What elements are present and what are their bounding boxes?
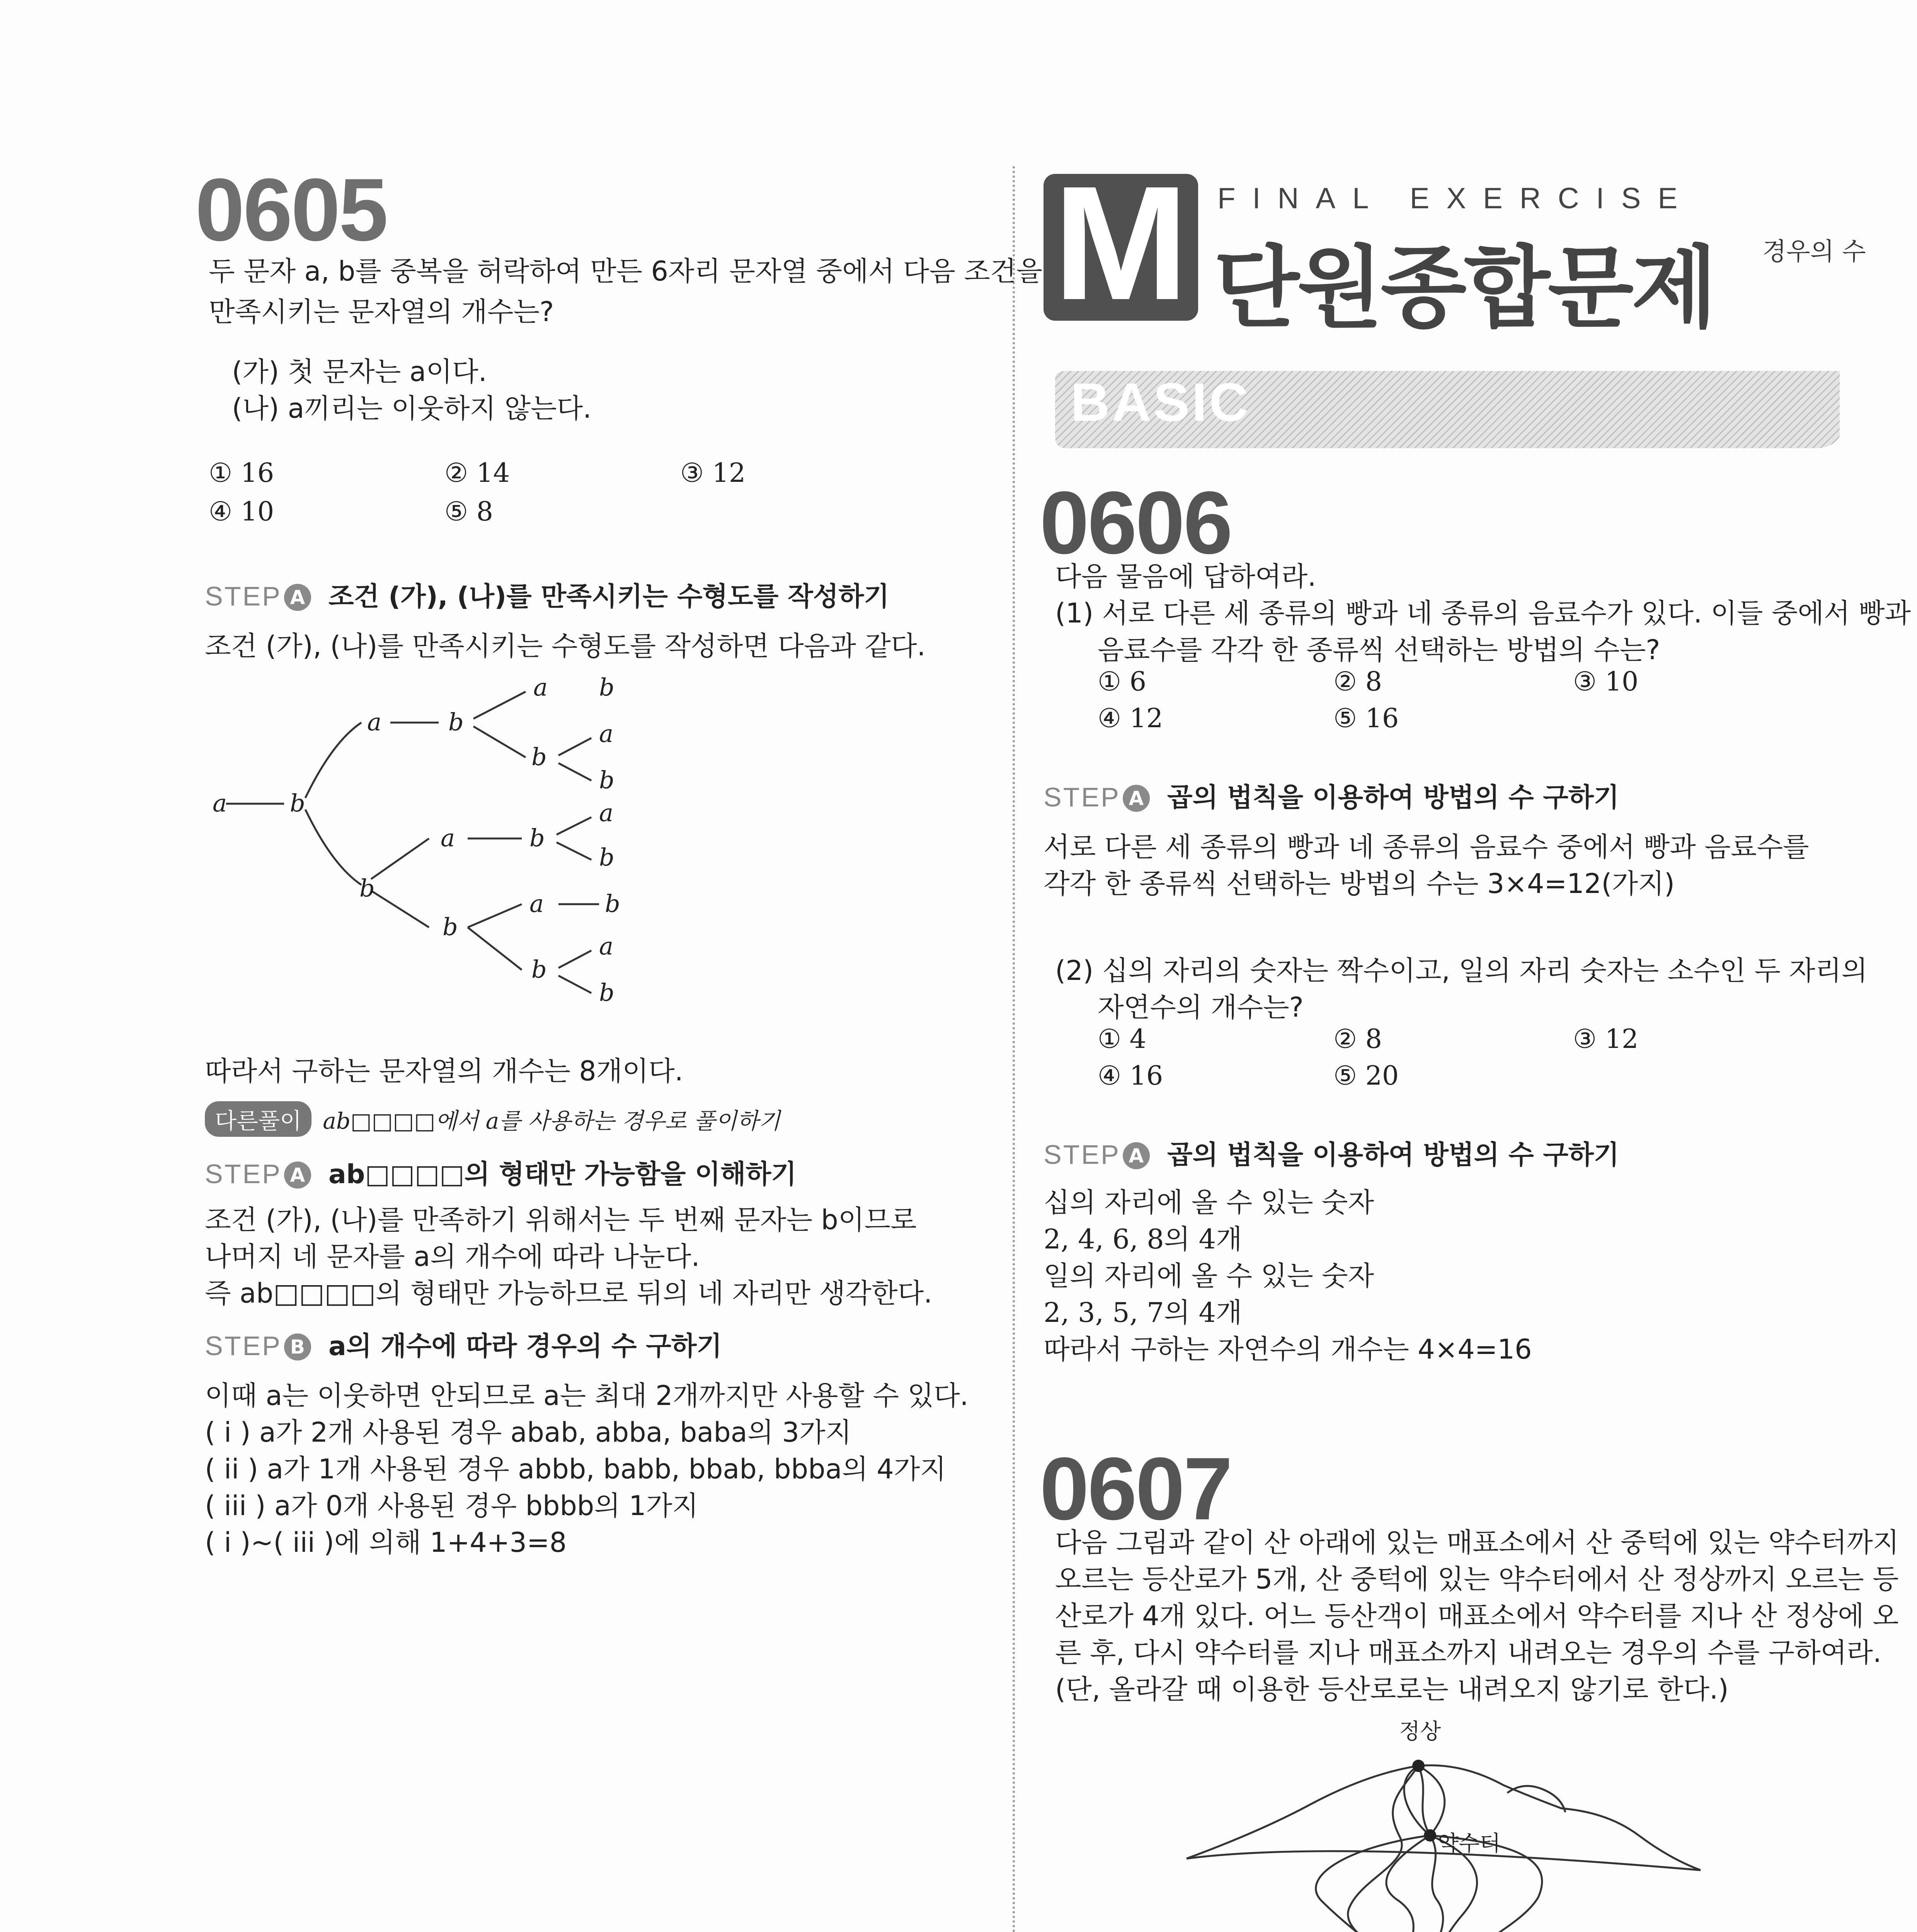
option: ① 4	[1098, 1024, 1146, 1054]
tree-node: b	[359, 874, 375, 902]
option: ② 8	[1333, 667, 1382, 697]
case-line: ( i ) a가 2개 사용된 경우 abab, abba, baba의 3가지	[205, 1417, 852, 1448]
question-text: 른 후, 다시 약수터를 지나 매표소까지 내려오는 경우의 수를 구하여라.	[1055, 1637, 1882, 1668]
tree-node: a	[367, 708, 381, 736]
step-heading	[205, 1325, 722, 1363]
final-exercise-label: FINAL EXERCISE	[1217, 182, 1695, 215]
step-letter-icon: A	[284, 584, 311, 611]
question-text: 다음 그림과 같이 산 아래에 있는 매표소에서 산 중턱에 있는 약수터까지	[1055, 1527, 1899, 1558]
step-letter-icon: A	[284, 1162, 311, 1189]
column-divider	[1013, 166, 1015, 1932]
step-tag: STEP	[205, 1331, 282, 1361]
step-letter-icon: B	[284, 1333, 311, 1361]
step-tag: STEP	[1044, 1139, 1120, 1170]
tree-node: b	[605, 889, 620, 918]
tree-node: a	[529, 889, 544, 918]
question-text: 두 문자 a, b를 중복을 허락하여 만든 6자리 문자열 중에서 다음 조건을	[209, 255, 1042, 287]
question-text: (단, 올라갈 때 이용한 등산로로는 내려오지 않기로 한다.)	[1055, 1673, 1729, 1705]
step-title: a의 개수에 따라 경우의 수 구하기	[328, 1331, 722, 1362]
case-line: ( i )~( iii )에 의해 1+4+3=8	[205, 1527, 567, 1558]
problem-number-0605: 0605	[195, 160, 387, 259]
step-heading	[205, 576, 889, 613]
option: ⑤ 8	[444, 497, 493, 527]
question-text: 만족시키는 문자열의 개수는?	[209, 296, 554, 328]
step-tag: STEP	[205, 581, 282, 611]
step-title: 곱의 법칙을 이용하여 방법의 수 구하기	[1167, 1140, 1619, 1170]
option: ③ 12	[1573, 1024, 1639, 1054]
step-title: 조건 (가), (나)를 만족시키는 수형도를 작성하기	[328, 582, 889, 612]
question-text: 다음 물음에 답하여라.	[1055, 561, 1316, 592]
condition-2: (나) a끼리는 이웃하지 않는다.	[232, 393, 592, 424]
tree-node: b	[599, 978, 615, 1007]
problem-number-0607: 0607	[1040, 1439, 1231, 1538]
step-text: 각각 한 종류씩 선택하는 방법의 수는 3×4=12(가지)	[1044, 868, 1675, 900]
option: ④ 16	[1098, 1061, 1163, 1091]
step-text: 나머지 네 문자를 a의 개수에 따라 나눈다.	[205, 1241, 700, 1272]
question-text: (1) 서로 다른 세 종류의 빵과 네 종류의 음료수가 있다. 이들 중에서 빵과	[1055, 597, 1911, 629]
step-heading	[1044, 777, 1619, 814]
tree-node: b	[599, 766, 615, 794]
chapter-badge-letter: M	[1053, 153, 1188, 334]
option: ⑤ 16	[1333, 703, 1399, 734]
tree-diagram	[201, 665, 665, 1043]
condition-1: (가) 첫 문자는 a이다.	[232, 356, 487, 388]
tree-node: a	[213, 789, 227, 817]
tree-node: a	[441, 824, 455, 852]
question-text: 음료수를 각각 한 종류씩 선택하는 방법의 수는?	[1098, 634, 1660, 666]
section-label: BASIC	[1071, 372, 1251, 432]
conclusion: 따라서 구하는 문자열의 개수는 8개이다.	[205, 1055, 683, 1087]
tree-node: b	[448, 708, 464, 736]
step-tag: STEP	[1044, 782, 1120, 812]
step-text: 십의 자리에 올 수 있는 숫자	[1044, 1187, 1374, 1218]
option: ④ 10	[209, 497, 274, 527]
step-text: 서로 다른 세 종류의 빵과 네 종류의 음료수 중에서 빵과 음료수를	[1044, 831, 1809, 863]
tree-node: b	[529, 824, 545, 852]
tree-node: b	[443, 913, 458, 941]
step-text: 이때 a는 이웃하면 안되므로 a는 최대 2개까지만 사용할 수 있다.	[205, 1380, 969, 1412]
case-line: ( ii ) a가 1개 사용된 경우 abbb, babb, bbab, bbba의 4가지	[205, 1453, 946, 1485]
option: ① 16	[209, 458, 274, 488]
mountain-illustration	[1183, 1716, 1708, 1932]
step-heading	[205, 1153, 797, 1191]
option: ⑤ 20	[1333, 1061, 1399, 1091]
option: ③ 10	[1573, 667, 1639, 697]
question-text: 오르는 등산로가 5개, 산 중턱에 있는 약수터에서 산 정상까지 오르는 등	[1055, 1563, 1899, 1595]
tree-node: a	[599, 719, 613, 748]
step-tag: STEP	[205, 1159, 282, 1189]
step-text: 따라서 구하는 자연수의 개수는 4×4=16	[1044, 1333, 1532, 1365]
tree-node: b	[531, 743, 547, 771]
step-text: 2, 3, 5, 7의 4개	[1044, 1297, 1242, 1328]
tree-node: b	[531, 955, 547, 983]
question-text: (2) 십의 자리의 숫자는 짝수이고, 일의 자리 숫자는 소수인 두 자리의	[1055, 955, 1868, 986]
tree-node: b	[599, 673, 615, 701]
option: ② 8	[1333, 1024, 1382, 1054]
step-letter-icon: A	[1123, 1142, 1150, 1169]
alt-solution-badge: 다른풀이	[205, 1101, 312, 1137]
option: ③ 12	[680, 458, 746, 488]
problem-number-0606: 0606	[1040, 473, 1231, 572]
step-text: 2, 4, 6, 8의 4개	[1044, 1223, 1242, 1255]
tree-node: a	[599, 799, 613, 827]
step-text: 즉 ab□□□□의 형태만 가능하므로 뒤의 네 자리만 생각한다.	[205, 1277, 933, 1309]
page-title: 단원종합문제	[1214, 237, 1715, 340]
alt-solution-title: ab□□□□에서 a를 사용하는 경우로 풀이하기	[323, 1108, 780, 1134]
option: ② 14	[444, 458, 510, 488]
chapter-name: 경우의 수	[1762, 238, 1866, 266]
case-line: ( iii ) a가 0개 사용된 경우 bbbb의 1가지	[205, 1490, 698, 1522]
summit-label: 정상	[1399, 1719, 1441, 1744]
step-text: 조건 (가), (나)를 만족하기 위해서는 두 번째 문자는 b이므로	[205, 1204, 917, 1236]
step-heading	[1044, 1134, 1619, 1172]
step-letter-icon: A	[1123, 785, 1150, 812]
option: ① 6	[1098, 667, 1146, 697]
option: ④ 12	[1098, 703, 1163, 734]
spring-label: 약수터	[1438, 1831, 1501, 1856]
tree-node: a	[533, 673, 548, 701]
tree-node: a	[599, 932, 613, 960]
tree-node: b	[290, 789, 305, 817]
step-title: 곱의 법칙을 이용하여 방법의 수 구하기	[1167, 782, 1619, 813]
tree-node: b	[599, 843, 615, 871]
question-text: 자연수의 개수는?	[1098, 992, 1304, 1023]
step-title: ab□□□□의 형태만 가능함을 이해하기	[328, 1159, 797, 1190]
step-text: 조건 (가), (나)를 만족시키는 수형도를 작성하면 다음과 같다.	[205, 630, 926, 662]
alt-solution-heading	[205, 1101, 780, 1137]
step-text: 일의 자리에 올 수 있는 숫자	[1044, 1260, 1374, 1292]
question-text: 산로가 4개 있다. 어느 등산객이 매표소에서 약수터를 지나 산 정상에 오	[1055, 1600, 1899, 1632]
